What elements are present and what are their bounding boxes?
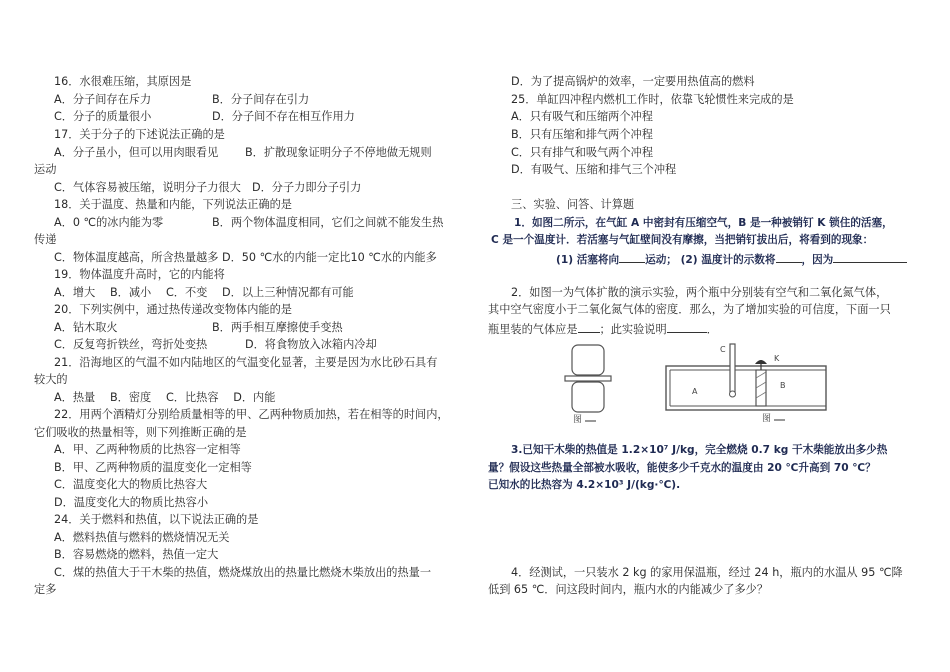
q17-stem: 17．关于分子的下述说法正确的是	[54, 128, 225, 141]
q17-option-a: A．分子虽小，但可以用肉眼看见	[54, 146, 219, 159]
q22-stem: 22．用两个酒精灯分别给质量相等的甲、乙两种物质加热，若在相等的时间内，	[54, 408, 449, 421]
thermometer-bulb	[730, 391, 736, 397]
q22-option-c: C．温度变化大的物质比热容大	[54, 478, 208, 491]
q24-stem: 24．关于燃料和热值，以下说法正确的是	[54, 513, 259, 526]
p3-line3: 已知水的比热容为 4.2×10³ J/(kg·℃).	[488, 479, 681, 491]
p3-line2: 量？假设这些热量全部被水吸收，能使多少千克水的温度由 20 ℃升高到 70 ℃？	[488, 462, 876, 474]
q20-stem: 20．下列实例中，通过热传递改变物体内能的是	[54, 303, 292, 316]
upper-bottle	[572, 345, 604, 375]
q19-options: A．增大 B．减小 C．不变 D．以上三种情况都有可能	[54, 286, 354, 299]
p3-line1: 3.已知干木柴的热值是 1.2×10⁷ J/kg，完全燃烧 0.7 kg 干木柴能放出多少热	[511, 444, 888, 456]
label-a: A	[692, 387, 698, 396]
answer-blank[interactable]	[833, 251, 907, 263]
q25-option-a: A．只有吸气和压缩两个冲程	[511, 110, 653, 123]
p1-line1: 1．如图二所示，在气缸 A 中密封有压缩空气，B 是一种被销钉 K 锁住的活塞，	[514, 217, 893, 229]
bottle-neck-plate	[565, 376, 611, 381]
q22-option-d: D．温度变化大的物质比热容小	[54, 496, 209, 509]
p2-line1: 2．如图一为气体扩散的演示实验，两个瓶中分别装有空气和二氧化氮气体，	[511, 286, 888, 299]
label-c: C	[720, 345, 726, 354]
p4-line1: 4．经测试，一只装水 2 kg 的家用保温瓶，经过 24 h，瓶内的水温从 95 ℃降	[511, 566, 903, 579]
fig2-caption: 图	[762, 414, 772, 424]
figure-cylinder	[664, 342, 830, 424]
q20-option-b: B．两手相互摩擦使手变热	[212, 321, 343, 334]
answer-blank[interactable]	[776, 251, 802, 263]
q16-option-d: D．分子间不存在相互作用力	[212, 110, 355, 123]
p1-line3: (1) 活塞将向 运动； (2) 温度计的示数将 ，因为	[556, 251, 907, 267]
answer-blank[interactable]	[667, 321, 707, 333]
thermometer	[730, 344, 735, 392]
q18-option-b-cont: 传递	[34, 233, 57, 246]
q25-stem: 25．单缸四冲程内燃机工作时，依靠飞轮惯性来完成的是	[511, 93, 794, 106]
cylinder-wall	[666, 366, 826, 410]
p2-line2: 其中空气密度小于二氧化氮气体的密度．那么，为了增加实验的可信度，下面一只	[488, 303, 891, 316]
p4-line2: 低到 65 ℃．问这段时间内，瓶内水的内能减少了多少？	[488, 583, 769, 596]
q18-option-a: A．0 ℃的冰内能为零	[54, 216, 164, 229]
q18-option-cd: C．物体温度越高，所含热量越多 D．50 ℃水的内能一定比10 ℃水的内能多	[54, 251, 437, 264]
q24-option-c: C．煤的热值大于干木柴的热值，燃烧煤放出的热量比燃烧木柴放出的热量一	[54, 566, 432, 579]
q20-option-c: C．反复弯折铁丝，弯折处变热	[54, 338, 208, 351]
q24-option-b: B．容易燃烧的燃料，热值一定大	[54, 548, 219, 561]
figure-bottles	[560, 342, 622, 424]
q17-option-b: B．扩散现象证明分子不停地做无规则	[245, 146, 432, 159]
q16-option-c: C．分子的质量很小	[54, 110, 152, 123]
q22-stem-cont: 它们吸收的热量相等，则下列推断正确的是	[34, 426, 247, 439]
q25-option-c: C．只有排气和吸气两个冲程	[511, 146, 654, 159]
q24-option-a: A．燃料热值与燃料的燃烧情况无关	[54, 531, 230, 544]
p2-line3: 瓶里装的气体应是 ；此实验说明 ．	[488, 323, 718, 336]
lower-bottle	[572, 382, 604, 412]
answer-blank[interactable]	[578, 321, 600, 333]
q16-option-b: B．分子间存在引力	[212, 93, 310, 106]
q17-option-cd: C．气体容易被压缩，说明分子力很大 D．分子力即分子引力	[54, 181, 362, 194]
q22-option-a: A．甲、乙两种物质的比热容一定相等	[54, 443, 241, 456]
q20-option-d: D．将食物放入冰箱内冷却	[245, 338, 377, 351]
q17-option-b-cont: 运动	[34, 163, 57, 176]
q18-stem: 18．关于温度、热量和内能，下列说法正确的是	[54, 198, 292, 211]
q22-option-b: B．甲、乙两种物质的温度变化一定相等	[54, 461, 252, 474]
q25-option-b: B．只有压缩和排气两个冲程	[511, 128, 653, 141]
q21-stem-cont: 较大的	[34, 373, 68, 386]
p1-line2: C 是一个温度计．若活塞与气缸壁间没有摩擦，当把销钉拔出后，将看到的现象：	[491, 234, 874, 246]
label-b: B	[780, 381, 786, 390]
q21-options: A．热量 B．密度 C．比热容 D．内能	[54, 391, 276, 404]
q20-option-a: A．钻木取火	[54, 321, 118, 334]
fig1-caption: 图	[573, 415, 583, 424]
q19-stem: 19．物体温度升高时，它的内能将	[54, 268, 225, 281]
q21-stem: 21．沿海地区的气温不如内陆地区的气温变化显著，主要是因为水比砂石具有	[54, 356, 438, 369]
q24-option-d: D．为了提高锅炉的效率，一定要用热值高的燃料	[511, 75, 755, 88]
section-heading: 三、实验、问答、计算题	[511, 198, 635, 211]
label-k: K	[774, 354, 780, 363]
q16-stem: 16．水很难压缩，其原因是	[54, 75, 192, 88]
q18-option-b: B．两个物体温度相同，它们之间就不能发生热	[212, 216, 444, 229]
q16-option-a: A．分子间存在斥力	[54, 93, 152, 106]
q25-option-d: D．有吸气、压缩和排气三个冲程	[511, 163, 677, 176]
q24-option-c-cont: 定多	[34, 583, 57, 596]
answer-blank[interactable]	[619, 251, 645, 263]
